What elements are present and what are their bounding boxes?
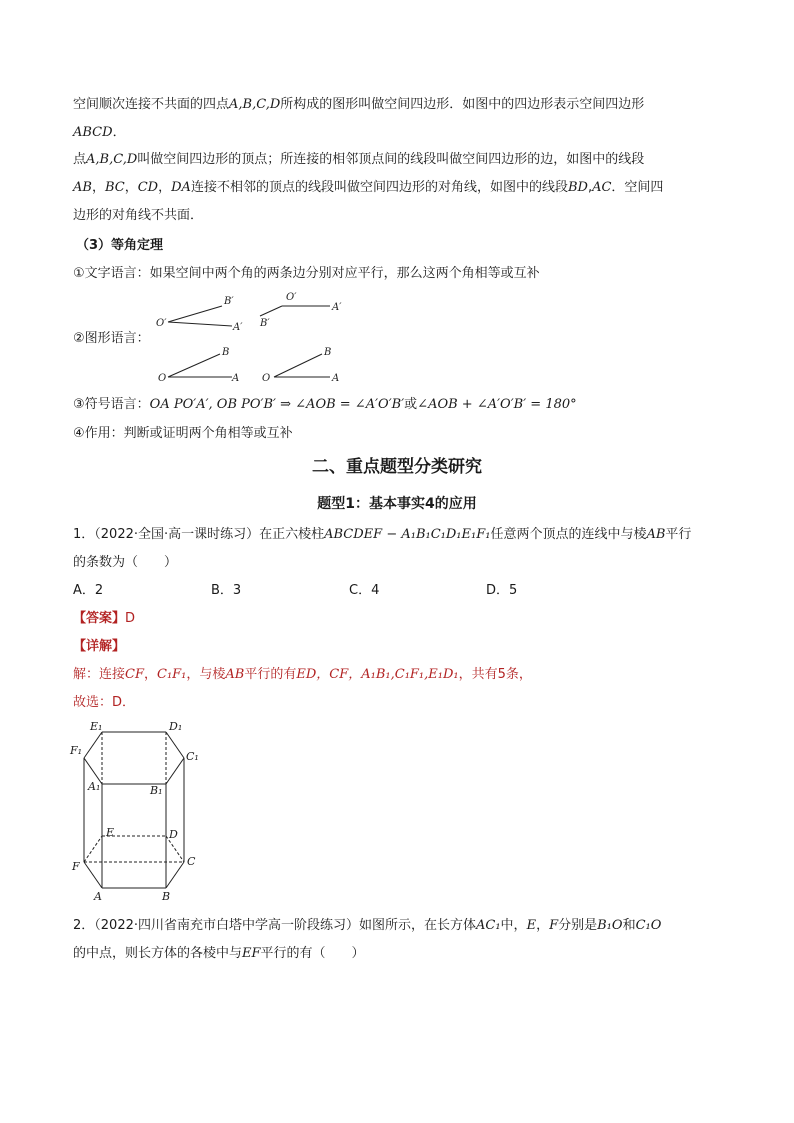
edge-fe-hidden [84, 836, 102, 862]
label-A-2: A [332, 373, 340, 384]
q1-solution: 解：连接CF，C₁F₁，与棱AB平行的有ED，CF，A₁B₁,C₁F₁,E₁D₁，共有5条， [73, 667, 532, 682]
label-D1: D₁ [169, 720, 183, 733]
label-A-prime-1: A′ [233, 322, 243, 333]
theorem-symbol-language: ③符号语言：OA PO′A′, OB PO′B′ ⇒ ∠AOB = ∠A′O′B′或∠AOB + ∠A′O′B′ = 180° [73, 397, 577, 412]
label-D: D [169, 828, 178, 841]
q1-option-a: A．2 [73, 583, 104, 598]
label-A-1: A [232, 373, 240, 384]
label-B-2: B [324, 347, 332, 358]
label-F: F [72, 860, 80, 873]
theorem-graphic-language-label: ②图形语言： [73, 331, 150, 346]
label-A-prime-2: A′ [332, 302, 342, 313]
label-O-prime-1: O′ [156, 318, 167, 329]
label-O-1: O [158, 373, 167, 384]
label-B: B [162, 890, 171, 902]
label-B-prime-2: B′ [260, 318, 270, 329]
q1-option-c: C．4 [349, 583, 380, 598]
label-C: C [187, 855, 196, 868]
edge-bc [166, 862, 184, 888]
q1-stem-line-2: 的条数为（ ） [73, 555, 178, 570]
intro-line-4: AB，BC，CD，DA连接不相邻的顶点的线段叫做空间四边形的对角线，如图中的线段BD,AC．空间四 [73, 180, 664, 195]
intro-line-5: 边形的对角线不共面． [73, 208, 204, 223]
q1-option-d: D．5 [486, 583, 518, 598]
q1-answer: 【答案】D [73, 611, 136, 626]
q1-stem-line-1: 1．（2022·全国·高一课时练习）在正六棱柱ABCDEF − A₁B₁C₁D₁E₁F₁任意两个顶点的连线中与棱AB平行 [73, 527, 692, 542]
q1-conclusion: 故选：D． [73, 695, 136, 710]
hexagonal-prism-figure [66, 718, 206, 902]
intro-line-2: ABCD． [73, 125, 126, 140]
label-E1: E₁ [90, 720, 103, 733]
label-O-prime-2: O′ [286, 292, 297, 303]
edge-fa [84, 862, 102, 888]
section-title: 二、重点题型分类研究 [312, 457, 482, 477]
angle4-ray-b [274, 354, 322, 377]
label-A1: A₁ [88, 780, 101, 793]
angle1-ray-a [168, 322, 232, 326]
section-subtitle: 题型1：基本事实4的应用 [317, 496, 477, 512]
theorem-text-language: ①文字语言：如果空间中两个角的两条边分别对应平行，那么这两个角相等或互补 [73, 266, 540, 281]
label-O-2: O [262, 373, 271, 384]
label-E: E [106, 826, 115, 839]
q2-stem-line-1: 2．（2022·四川省南充市白塔中学高一阶段练习）如图所示，在长方体AC₁中，E，F分别是B₁O和C₁O [73, 918, 662, 933]
edge-f1e1 [84, 732, 102, 758]
label-A: A [94, 890, 102, 902]
edge-c1b1 [166, 758, 184, 784]
theorem-usage: ④作用：判断或证明两个角相等或互补 [73, 426, 293, 441]
edge-d1c1 [166, 732, 184, 758]
label-F1: F₁ [70, 744, 83, 757]
angle-figures [150, 288, 390, 388]
label-B-prime-1: B′ [224, 296, 234, 307]
intro-line-1: 空间顺次连接不共面的四点A,B,C,D所构成的图形叫做空间四边形．如图中的四边形表示空间四边形 [73, 97, 645, 112]
angle1-ray-b [168, 306, 222, 322]
q2-stem-line-2: 的中点，则长方体的各棱中与EF平行的有（ ） [73, 946, 365, 961]
label-B1: B₁ [150, 784, 163, 797]
angle3-ray-b [168, 354, 220, 377]
theorem-heading: （3）等角定理 [76, 238, 164, 253]
label-C1: C₁ [186, 750, 199, 763]
angle2-ray-b [260, 306, 282, 316]
q1-detail-tag: 【详解】 [73, 639, 126, 654]
intro-line-3: 点A,B,C,D叫做空间四边形的顶点；所连接的相邻顶点间的线段叫做空间四边形的边，如图中的线段 [73, 152, 645, 167]
label-B-1: B [222, 347, 230, 358]
q1-option-b: B．3 [211, 583, 242, 598]
